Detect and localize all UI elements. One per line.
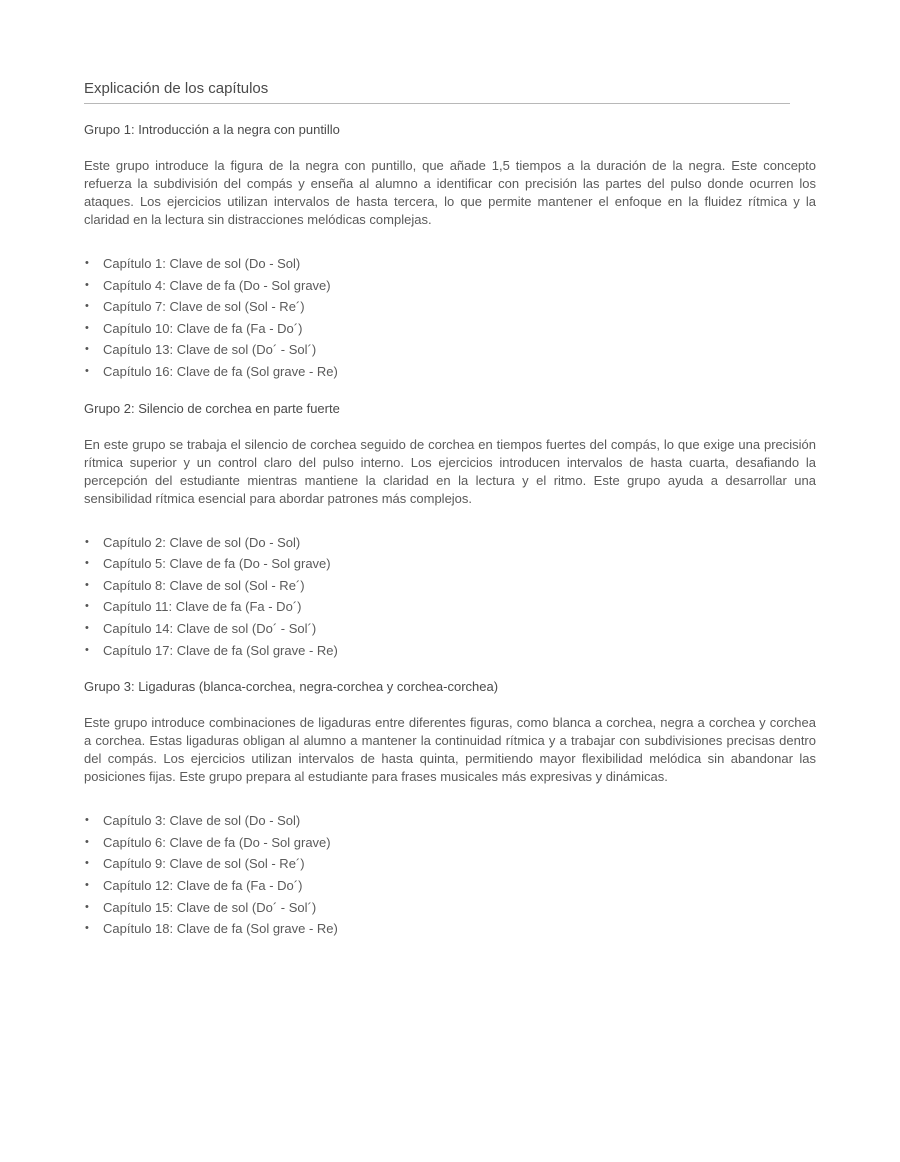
chapter-label: Capítulo 8: Clave de sol (Sol - Re´): [103, 577, 305, 593]
chapter-item: [84, 640, 816, 662]
chapter-item: [84, 618, 816, 640]
bullet-icon: •: [85, 578, 89, 591]
bullet-icon: •: [85, 814, 89, 827]
document-title: Explicación de los capítulos: [84, 80, 790, 104]
group-title: Grupo 1: Introducción a la negra con puntillo: [84, 122, 340, 137]
chapter-label: Capítulo 13: Clave de sol (Do´ - Sol´): [103, 342, 317, 358]
chapter-label: Capítulo 11: Clave de fa (Fa - Do´): [103, 599, 302, 615]
bullet-icon: •: [85, 557, 89, 570]
group-description: Este grupo introduce combinaciones de ligaduras entre diferentes figuras, como blanca a corchea, negra a corchea y corchea a corchea. Estas ligaduras obligan al alumno a mantener la continuidad rítmica y a trabajar con subdivisiones precisas dentro del compás. Los ejercicios utilizan intervalos de hasta quinta, permitiendo mayor flexibilidad melódica sin abandonar las posiciones fijas. Este grupo prepara al estudiante para frases musicales más expresivas y dinámicas.: [84, 715, 816, 785]
chapter-list: [84, 532, 816, 662]
chapter-label: Capítulo 3: Clave de sol (Do - Sol): [103, 813, 301, 829]
chapter-label: Capítulo 2: Clave de sol (Do - Sol): [103, 534, 301, 550]
chapter-list: [84, 253, 816, 383]
chapter-item: [84, 832, 816, 854]
group-description: En este grupo se trabaja el silencio de corchea seguido de corchea en tiempos fuertes del compás, lo que exige una precisión rítmica superior y un control claro del pulso interno. Los ejercicios introducen intervalos de hasta cuarta, desafiando la percepción del estudiante mientras mantiene la claridad en la lectura y el ritmo. Este grupo ayuda a desarrollar una sensibilidad rítmica esencial para abordar patrones más complejos.: [84, 436, 816, 506]
chapter-label: Capítulo 12: Clave de fa (Fa - Do´): [103, 877, 303, 893]
bullet-icon: •: [85, 835, 89, 848]
chapter-item: [84, 875, 816, 897]
chapter-item: [84, 853, 816, 875]
bullet-icon: •: [85, 321, 89, 334]
chapter-item: [84, 810, 816, 832]
group-section-1: [84, 122, 816, 383]
bullet-icon: •: [85, 300, 89, 313]
chapter-item: [84, 553, 816, 575]
bullet-icon: •: [85, 600, 89, 613]
chapter-label: Capítulo 4: Clave de fa (Do - Sol grave): [103, 277, 331, 293]
chapter-label: Capítulo 7: Clave de sol (Sol - Re´): [103, 299, 305, 315]
bullet-icon: •: [85, 878, 89, 891]
group-title: Grupo 3: Ligaduras (blanca-corchea, negra-corchea y corchea-corchea): [84, 679, 499, 695]
chapter-label: Capítulo 5: Clave de fa (Do - Sol grave): [103, 556, 331, 572]
chapter-label: Capítulo 1: Clave de sol (Do - Sol): [103, 256, 301, 271]
chapter-item: [84, 596, 816, 618]
bullet-icon: •: [85, 900, 89, 913]
bullet-icon: •: [85, 857, 89, 870]
chapter-item: [84, 318, 816, 340]
chapter-item: [84, 897, 816, 919]
chapter-item: [84, 296, 816, 318]
bullet-icon: •: [85, 257, 89, 269]
chapter-label: Capítulo 14: Clave de sol (Do´ - Sol´): [103, 620, 317, 636]
bullet-icon: •: [85, 278, 89, 291]
bullet-icon: •: [85, 922, 89, 935]
chapter-label: Capítulo 9: Clave de sol (Sol - Re´): [103, 856, 305, 872]
bullet-icon: •: [85, 343, 89, 356]
chapter-label: Capítulo 15: Clave de sol (Do´ - Sol´): [103, 899, 317, 915]
chapter-item: [84, 575, 816, 597]
bullet-icon: •: [85, 621, 89, 634]
chapter-list: [84, 810, 816, 940]
bullet-icon: •: [85, 364, 89, 377]
group-title: Grupo 2: Silencio de corchea en parte fuerte: [84, 400, 340, 416]
chapter-label: Capítulo 10: Clave de fa (Fa - Do´): [103, 320, 303, 336]
chapter-item: [84, 918, 816, 940]
chapter-label: Capítulo 16: Clave de fa (Sol grave - Re): [103, 363, 338, 379]
chapter-item: [84, 275, 816, 297]
chapter-item: [84, 532, 816, 554]
group-description: Este grupo introduce la figura de la negra con puntillo, que añade 1,5 tiempos a la duración de la negra. Este concepto refuerza la subdivisión del compás y enseña al alumno a identificar con precisión las partes del pulso donde ocurren los ataques. Los ejercicios utilizan intervalos de hasta tercera, lo que permite mantener el enfoque en la fluidez rítmica y la claridad en la lectura sin distracciones melódicas complejas.: [84, 158, 816, 227]
chapter-item: [84, 339, 816, 361]
bullet-icon: •: [85, 643, 89, 656]
chapter-label: Capítulo 6: Clave de fa (Do - Sol grave): [103, 834, 331, 850]
group-section-2: [84, 401, 816, 662]
chapter-item: [84, 361, 816, 383]
chapter-item: [84, 253, 816, 275]
bullet-icon: •: [85, 535, 89, 548]
chapter-label: Capítulo 17: Clave de fa (Sol grave - Re): [103, 642, 338, 658]
group-section-3: [84, 679, 816, 940]
chapter-label: Capítulo 18: Clave de fa (Sol grave - Re): [103, 921, 338, 937]
